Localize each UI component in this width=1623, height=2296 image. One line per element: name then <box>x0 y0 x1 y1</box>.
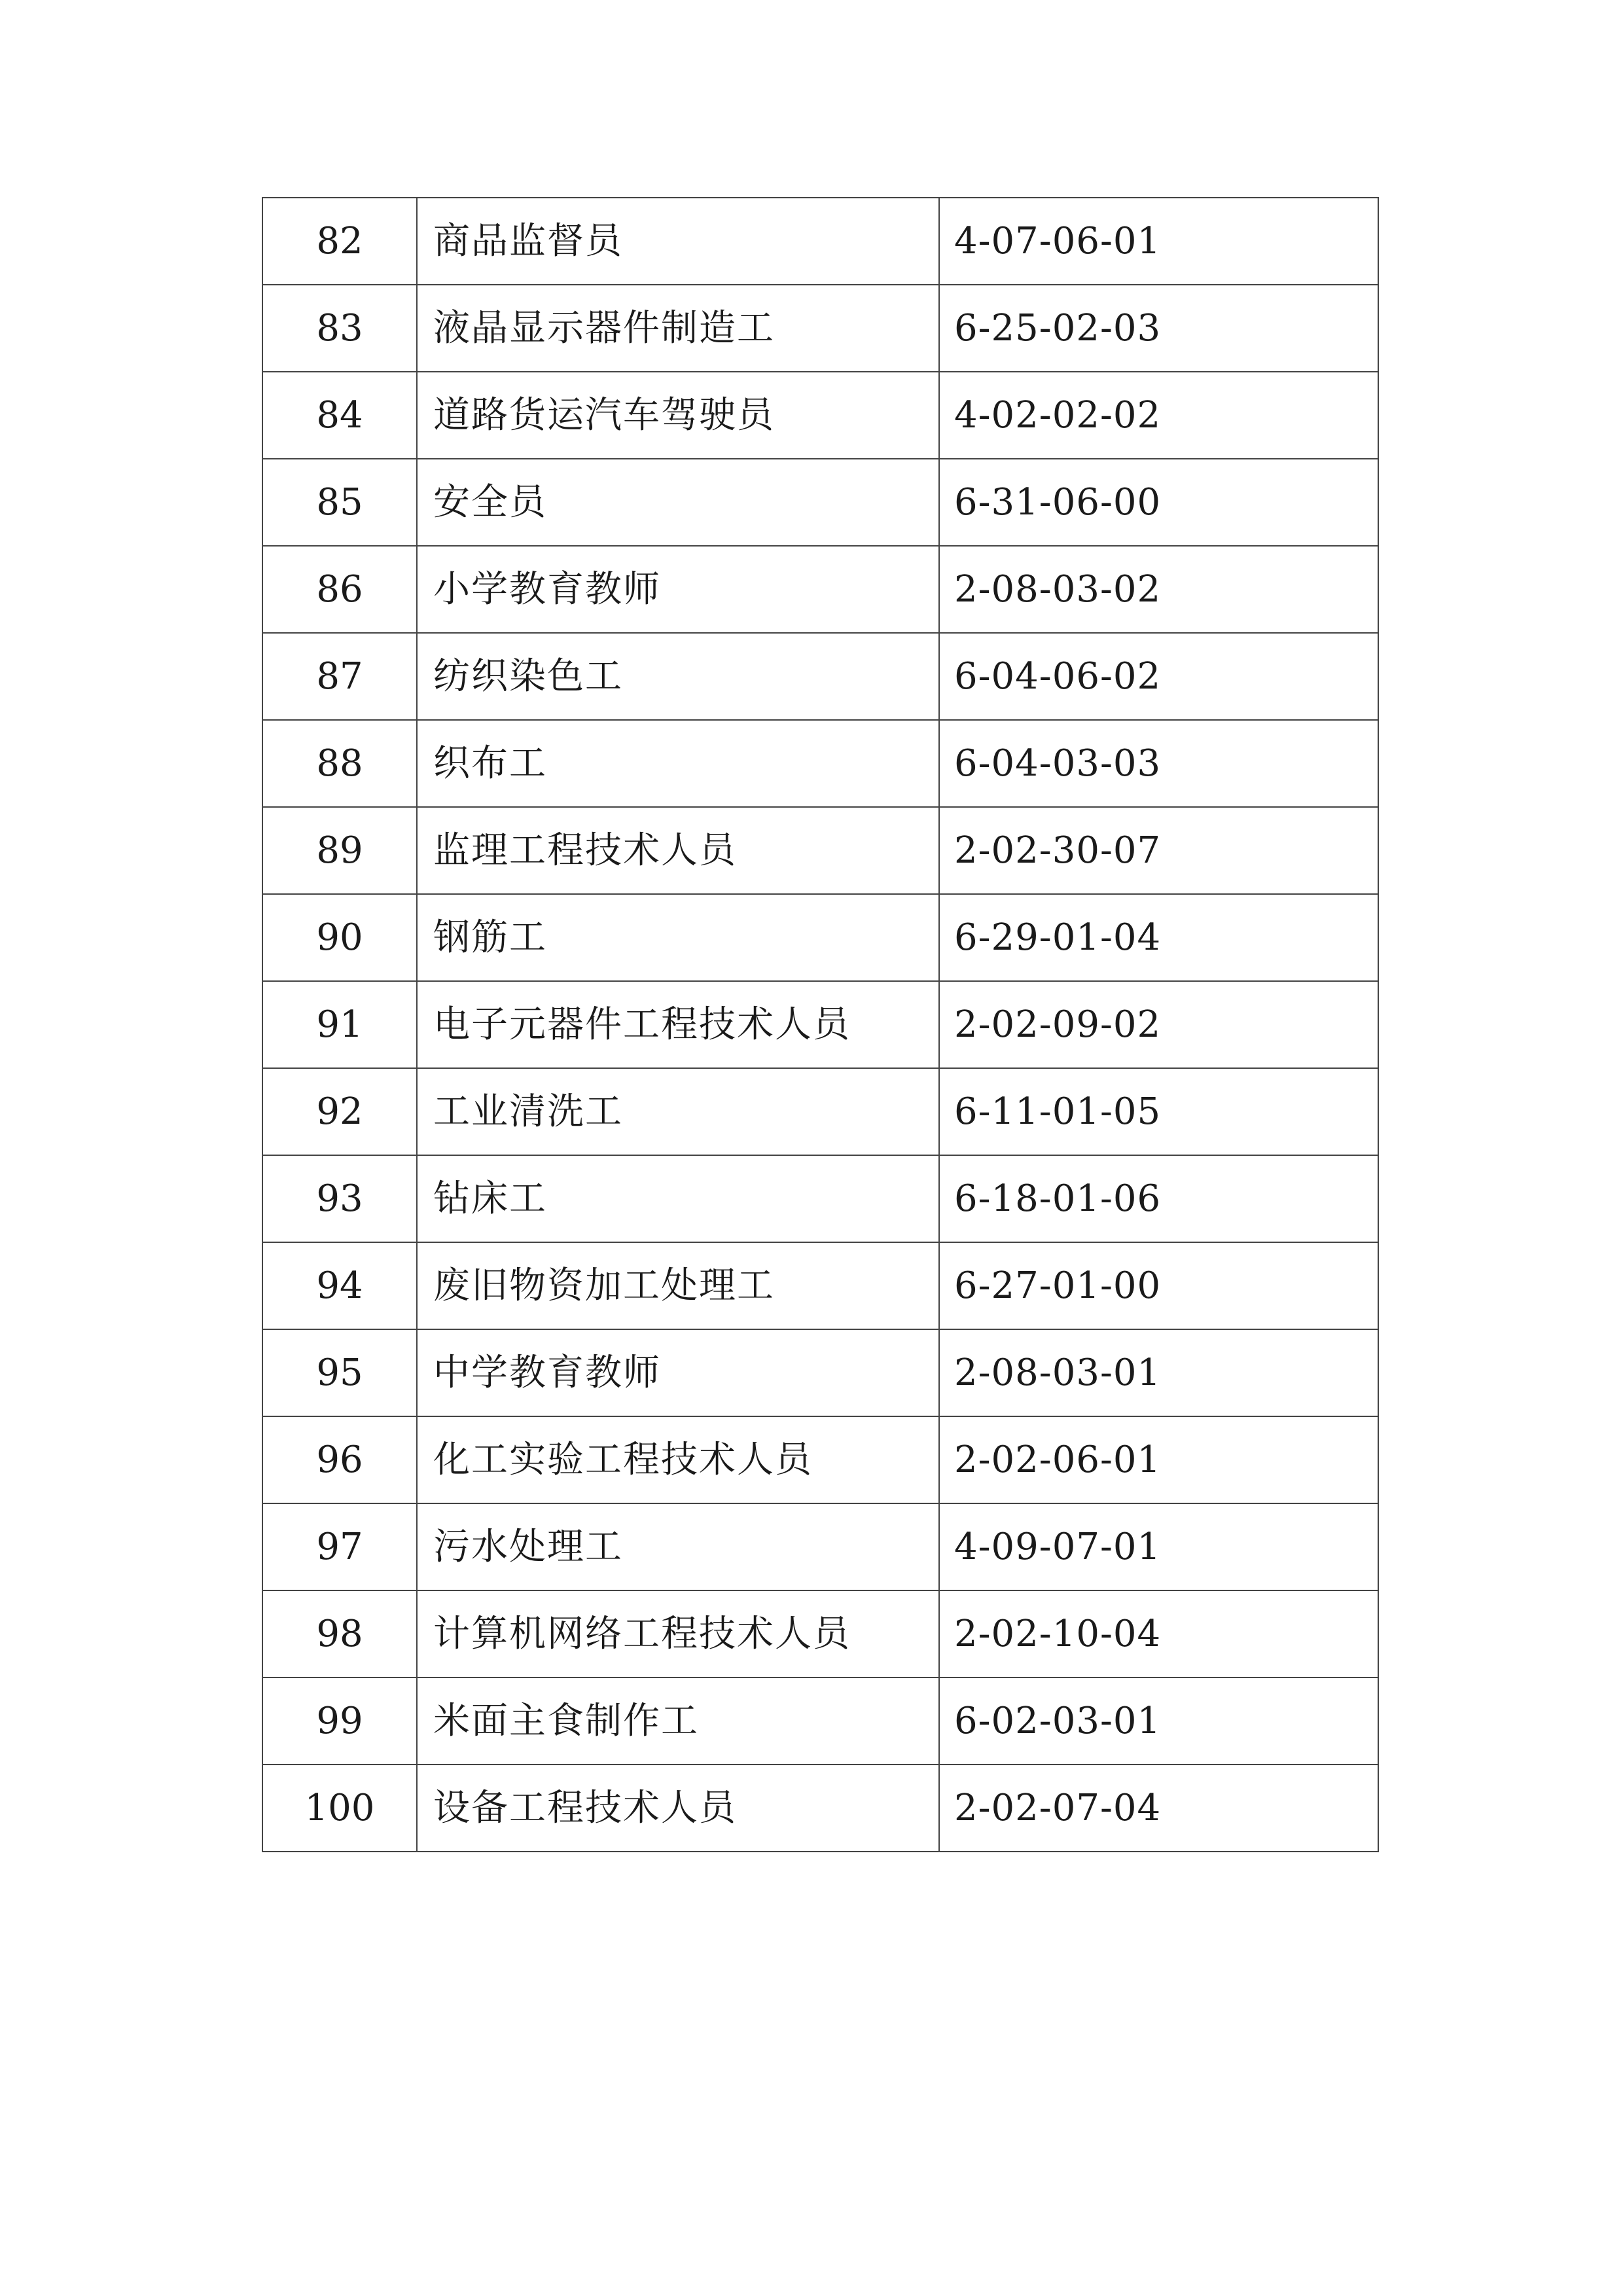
occupation-code: 2-02-06-01 <box>939 1416 1378 1503</box>
table-row <box>262 807 1378 894</box>
row-index: 88 <box>262 720 417 807</box>
occupation-code: 2-02-30-07 <box>939 807 1378 894</box>
occupation-name: 计算机网络工程技术人员 <box>417 1590 939 1677</box>
row-index: 94 <box>262 1242 417 1329</box>
table-row <box>262 1155 1378 1242</box>
table-row <box>262 285 1378 372</box>
table-row <box>262 1677 1378 1765</box>
table-row <box>262 372 1378 459</box>
row-index: 92 <box>262 1068 417 1155</box>
row-index: 95 <box>262 1329 417 1416</box>
occupation-name: 液晶显示器件制造工 <box>417 285 939 372</box>
row-index: 98 <box>262 1590 417 1677</box>
row-index: 100 <box>262 1765 417 1852</box>
row-index: 84 <box>262 372 417 459</box>
occupation-code: 6-29-01-04 <box>939 894 1378 981</box>
occupation-code: 2-08-03-01 <box>939 1329 1378 1416</box>
occupation-code: 6-04-03-03 <box>939 720 1378 807</box>
occupation-name: 废旧物资加工处理工 <box>417 1242 939 1329</box>
occupation-name: 中学教育教师 <box>417 1329 939 1416</box>
occupation-code: 2-08-03-02 <box>939 546 1378 633</box>
occupation-code: 6-27-01-00 <box>939 1242 1378 1329</box>
table-row <box>262 981 1378 1068</box>
occupation-name: 钻床工 <box>417 1155 939 1242</box>
occupation-name: 纺织染色工 <box>417 633 939 720</box>
occupation-name: 商品监督员 <box>417 198 939 285</box>
occupation-name: 污水处理工 <box>417 1503 939 1590</box>
table-row <box>262 1765 1378 1852</box>
row-index: 99 <box>262 1677 417 1765</box>
occupation-name: 小学教育教师 <box>417 546 939 633</box>
row-index: 86 <box>262 546 417 633</box>
table-row <box>262 459 1378 546</box>
occupation-name: 化工实验工程技术人员 <box>417 1416 939 1503</box>
table-row <box>262 720 1378 807</box>
occupation-name: 安全员 <box>417 459 939 546</box>
occupation-code: 6-31-06-00 <box>939 459 1378 546</box>
table-row <box>262 1503 1378 1590</box>
table-row <box>262 1242 1378 1329</box>
table-row <box>262 1416 1378 1503</box>
occupation-code: 6-04-06-02 <box>939 633 1378 720</box>
occupation-name: 设备工程技术人员 <box>417 1765 939 1852</box>
row-index: 90 <box>262 894 417 981</box>
table-row <box>262 546 1378 633</box>
occupation-code: 2-02-07-04 <box>939 1765 1378 1852</box>
occupation-name: 监理工程技术人员 <box>417 807 939 894</box>
table-row <box>262 1329 1378 1416</box>
row-index: 96 <box>262 1416 417 1503</box>
row-index: 91 <box>262 981 417 1068</box>
occupation-code: 2-02-09-02 <box>939 981 1378 1068</box>
occupation-name: 工业清洗工 <box>417 1068 939 1155</box>
occupation-name: 道路货运汽车驾驶员 <box>417 372 939 459</box>
row-index: 85 <box>262 459 417 546</box>
occupation-name: 电子元器件工程技术人员 <box>417 981 939 1068</box>
occupation-code: 6-02-03-01 <box>939 1677 1378 1765</box>
table-row <box>262 1590 1378 1677</box>
row-index: 83 <box>262 285 417 372</box>
occupation-code: 4-07-06-01 <box>939 198 1378 285</box>
occupation-table <box>262 197 1379 1852</box>
occupation-code: 4-09-07-01 <box>939 1503 1378 1590</box>
row-index: 97 <box>262 1503 417 1590</box>
occupation-name: 钢筋工 <box>417 894 939 981</box>
occupation-code: 6-11-01-05 <box>939 1068 1378 1155</box>
table-row <box>262 1068 1378 1155</box>
occupation-code: 2-02-10-04 <box>939 1590 1378 1677</box>
row-index: 89 <box>262 807 417 894</box>
occupation-code: 4-02-02-02 <box>939 372 1378 459</box>
occupation-name: 织布工 <box>417 720 939 807</box>
table-row <box>262 894 1378 981</box>
table-row <box>262 198 1378 285</box>
occupation-table-body <box>262 198 1378 1852</box>
row-index: 93 <box>262 1155 417 1242</box>
table-row <box>262 633 1378 720</box>
row-index: 87 <box>262 633 417 720</box>
occupation-name: 米面主食制作工 <box>417 1677 939 1765</box>
occupation-code: 6-25-02-03 <box>939 285 1378 372</box>
row-index: 82 <box>262 198 417 285</box>
occupation-code: 6-18-01-06 <box>939 1155 1378 1242</box>
